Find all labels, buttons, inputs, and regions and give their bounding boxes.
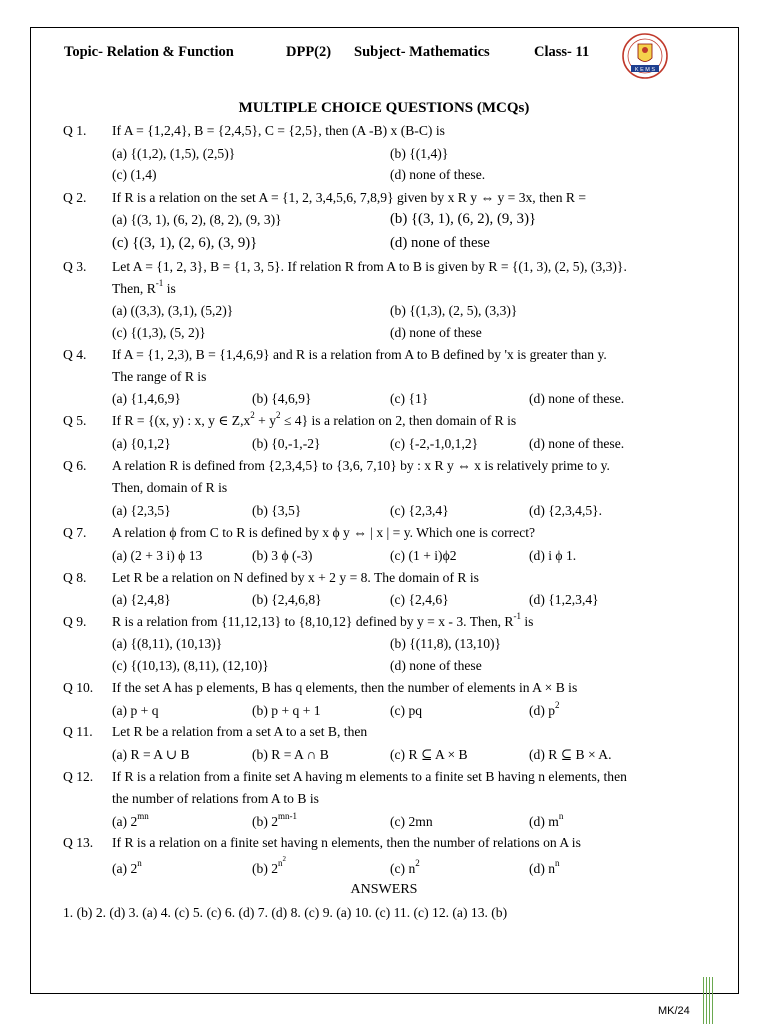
option-c: (c) {(10,13), (8,11), (12,10)} xyxy=(112,658,269,673)
option-d: (d) none of these. xyxy=(529,391,625,406)
option-d: (d) $m^n$ xyxy=(529,811,564,829)
question-stem: R is a relation from {11,12,13} to {8,10,12} defined by y = x - 3. Then, $R^{-1}$ is xyxy=(112,611,534,629)
option-b: (b) {(1,4)} xyxy=(390,146,449,161)
question-stem: Let A = {1, 2, 3}, B = {1, 3, 5}. If relation R from A to B is given by R = {(1, 3), (2, 5), (3,3)}. xyxy=(112,259,627,274)
option-b: (b) {2,4,6,8} xyxy=(252,592,322,607)
option-a: (a) $2^{mn}$ xyxy=(112,811,149,829)
option-d: (d) none of these xyxy=(390,658,482,673)
question-number: Q 5. xyxy=(63,413,87,428)
option-d: (d) $p^2$ xyxy=(529,700,560,718)
question-stem: If R is a relation on the set A = {1, 2, 3,4,5,6, 7,8,9} given by x R y ⇔ y = 3x, then R = xyxy=(112,190,587,205)
option-c: (c) {2,3,4} xyxy=(390,503,449,518)
option-d: (d) none of these. xyxy=(390,167,486,182)
option-b: (b) p + q + 1 xyxy=(252,703,321,718)
question-stem: If R = {(x, y) : x, y ∈ $Z,x^2 + y^2 \le 4$} is a relation on 2, then domain of R is xyxy=(112,410,517,428)
question-stem: A relation R is defined from {2,3,4,5} to {3,6, 7,10} by : x R y ⇔ x is relatively prime to y. xyxy=(112,458,610,473)
option-d: (d) $n^n$ xyxy=(529,858,560,876)
question-number: Q 3. xyxy=(63,259,87,274)
topic-heading: Topic- Relation & Function xyxy=(64,44,234,60)
question-number: Q 11. xyxy=(63,724,93,739)
question-stem: If A = {1,2,4}, B = {2,4,5}, C = {2,5}, then (A -B) x (B-C) is xyxy=(112,123,445,138)
option-c: (c) pq xyxy=(390,703,423,718)
page-footer: MK/24 xyxy=(658,1005,690,1017)
question-stem-cont: The range of R is xyxy=(112,369,207,384)
option-a: (a) {0,1,2} xyxy=(112,436,171,451)
question-stem: Let R be a relation from a set A to a set B, then xyxy=(112,724,368,739)
answers-title: ANSWERS xyxy=(350,882,418,897)
class-label: Class- 11 xyxy=(534,44,590,60)
question-stem: If R is a relation from a finite set A having m elements to a finite set B having n elements, then xyxy=(112,769,627,784)
margin-bars-decoration xyxy=(703,977,715,1024)
option-a: (a) 2$^n$ xyxy=(112,858,142,876)
option-b: (b) {(11,8), (13,10)} xyxy=(390,636,502,651)
option-a: (a) R = A ∪ B xyxy=(112,747,190,762)
option-d: (d) i ϕ 1. xyxy=(529,548,577,563)
question-number: Q 13. xyxy=(63,835,94,850)
option-b: (b) R = A ∩ B xyxy=(252,747,329,762)
question-number: Q 4. xyxy=(63,347,87,362)
option-b: (b) 3 ϕ (-3) xyxy=(252,548,313,563)
question-number: Q 1. xyxy=(63,123,87,138)
option-d: (d) none of these xyxy=(390,325,482,340)
answers-key: 1. (b) 2. (d) 3. (a) 4. (c) 5. (c) 6. (d) 7. (d) 8. (c) 9. (a) 10. (c) 11. (c) 12. (a) 13. (b) xyxy=(63,905,508,920)
option-b: (b) $2^{n^2}$ xyxy=(252,855,287,876)
option-a: (a) {2,3,5} xyxy=(112,503,171,518)
question-stem: If the set A has p elements, B has q elements, then the number of elements in A × B is xyxy=(112,680,578,695)
logo-lettering: K E M S xyxy=(634,67,656,73)
option-c: (c) (1 + i)ϕ2 xyxy=(390,548,457,563)
option-b: (b) $2^{mn-1}$ xyxy=(252,811,298,829)
option-b: (b) {(1,3), (2, 5), (3,3)} xyxy=(390,303,518,318)
option-a: (a) {1,4,6,9} xyxy=(112,391,181,406)
option-c: (c) {-2,-1,0,1,2} xyxy=(390,436,479,451)
school-logo xyxy=(620,32,670,82)
option-c: (c) {2,4,6} xyxy=(390,592,449,607)
question-stem: A relation ϕ from C to R is defined by x ϕ y ⇔ | x | = y. Which one is correct? xyxy=(112,525,536,540)
option-b: (b) {0,-1,-2} xyxy=(252,436,321,451)
question-number: Q 12. xyxy=(63,769,94,784)
option-a: (a) ((3,3), (3,1), (5,2)} xyxy=(112,303,234,318)
option-a: (a) p + q xyxy=(112,703,159,718)
question-stem-cont: the number of relations from A to B is xyxy=(112,791,319,806)
option-c: (c) {(3, 1), (2, 6), (3, 9)} xyxy=(112,235,258,251)
question-stem: If R is a relation on a finite set having n elements, then the number of relations on A is xyxy=(112,835,581,850)
question-number: Q 2. xyxy=(63,190,87,205)
question-stem-cont: Then, domain of R is xyxy=(112,480,228,495)
option-a: (a) {(1,2), (1,5), (2,5)} xyxy=(112,146,236,161)
option-c: (c) 2mn xyxy=(390,814,433,829)
option-b: (b) {4,6,9} xyxy=(252,391,312,406)
option-a: (a) {(8,11), (10,13)} xyxy=(112,636,223,651)
dpp-label: DPP(2) xyxy=(286,44,332,60)
question-number: Q 9. xyxy=(63,614,87,629)
option-c: (c) $n^2$ xyxy=(390,858,420,876)
option-a: (a) {(3, 1), (6, 2), (8, 2), (9, 3)} xyxy=(112,212,282,227)
question-number: Q 10. xyxy=(63,680,94,695)
section-title: MULTIPLE CHOICE QUESTIONS (MCQs) xyxy=(238,100,530,116)
option-c: (c) {1} xyxy=(390,391,429,406)
option-b: (b) {(3, 1), (6, 2), (9, 3)} xyxy=(390,211,537,227)
subject-label: Subject- Mathematics xyxy=(354,44,490,60)
option-a: (a) {2,4,8} xyxy=(112,592,171,607)
question-number: Q 6. xyxy=(63,458,87,473)
question-stem-cont: Then, $R^{-1}$ is xyxy=(112,278,176,296)
option-c: (c) R ⊆ A × B xyxy=(390,747,468,762)
option-d: (d) none of these. xyxy=(529,436,625,451)
question-stem: Let R be a relation on N defined by x + 2 y = 8. The domain of R is xyxy=(112,570,479,585)
question-stem: If A = {1, 2,3), B = {1,4,6,9} and R is a relation from A to B defined by 'x is greater than y. xyxy=(112,347,607,362)
option-d: (d) none of these xyxy=(390,235,490,251)
option-d: (d) {2,3,4,5}. xyxy=(529,503,603,518)
option-a: (a) (2 + 3 i) ϕ 13 xyxy=(112,548,203,563)
option-b: (b) {3,5} xyxy=(252,503,302,518)
option-c: (c) {(1,3), (5, 2)} xyxy=(112,325,206,340)
option-c: (c) (1,4) xyxy=(112,167,157,182)
option-d: (d) R ⊆ B × A. xyxy=(529,747,612,762)
question-number: Q 8. xyxy=(63,570,87,585)
option-d: (d) {1,2,3,4} xyxy=(529,592,599,607)
question-number: Q 7. xyxy=(63,525,87,540)
